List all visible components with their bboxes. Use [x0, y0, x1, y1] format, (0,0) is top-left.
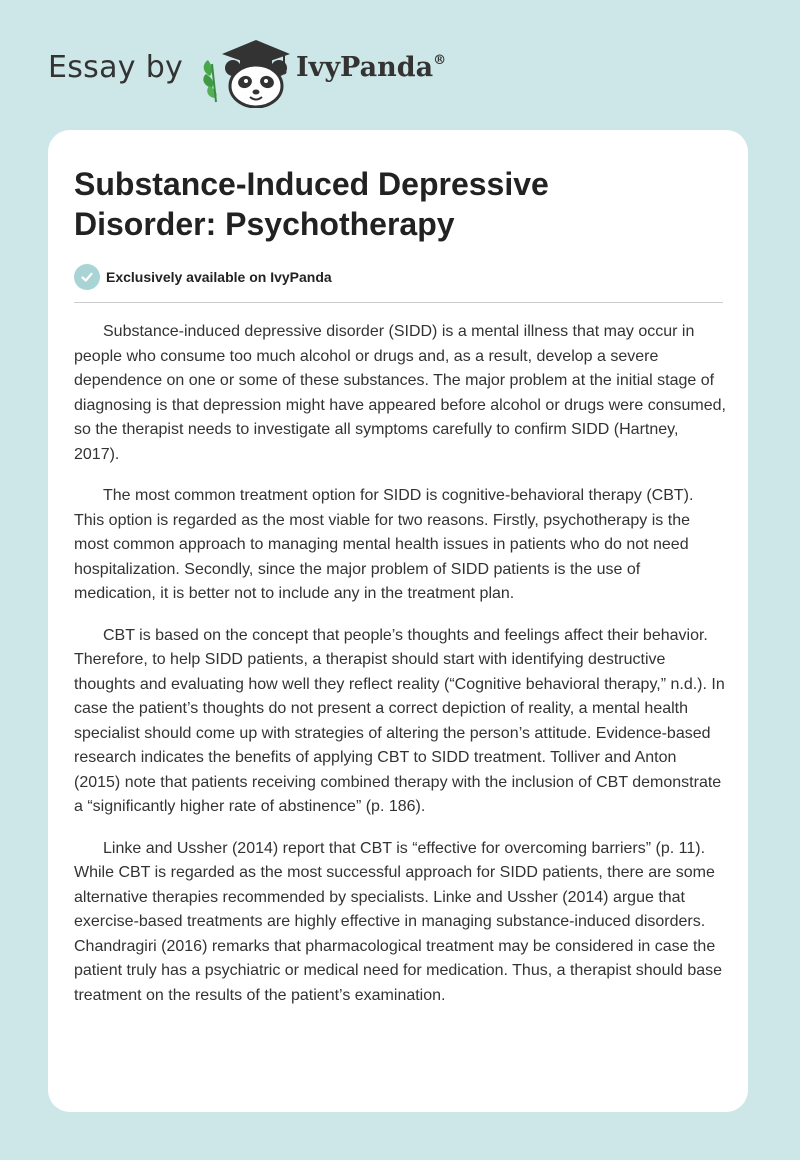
panda-logo-icon[interactable] [200, 36, 292, 108]
exclusive-badge [74, 264, 332, 290]
brand-name[interactable] [296, 52, 446, 83]
paragraph: Substance-induced depressive disorder (SIDD) is a mental illness that may occur in people who consume too much alcohol or drugs and, as a result, develop a severe dependence on one or some of these substances. The major problem at the initial stage of diagnosing is that depression might have appeared before alcohol or drugs were consumed, so the therapist needs to investigate all symptoms carefully to confirm SIDD (Hartney, 2017). [74, 323, 726, 463]
brand-name-text: IvyPanda [296, 52, 434, 83]
paragraph: The most common treatment option for SIDD is cognitive-behavioral therapy (CBT). This option is regarded as the most viable for two reasons. Firstly, psychotherapy is the most common approach to managing mental health issues in patients who do not need hospitalization. Secondly, since the major problem of SIDD patients is the use of medication, it is better not to include any in the treatment plan. [74, 487, 694, 602]
exclusive-label: Exclusively available on IvyPanda [106, 269, 332, 285]
paragraph: Linke and Ussher (2014) report that CBT is “effective for overcoming barriers” (p. 11). While CBT is regarded as the most successful approach for SIDD patients, there are some alternative therapies recommended by specialists. Linke and Ussher (2014) argue that exercise-based treatments are highly effective in managing substance-induced disorders. Chandragiri (2016) remarks that pharmacological treatment may be considered in case the patient truly has a psychiatric or medical need for medication. Thus, a therapist should base treatment on the results of the patient’s examination. [74, 839, 723, 1004]
essay-title: Substance-Induced Depressive Disorder: Psychotherapy [74, 166, 549, 242]
divider [74, 302, 723, 303]
essay-body [74, 320, 726, 1025]
paragraph: CBT is based on the concept that people’s thoughts and feelings affect their behavior. Therefore, to help SIDD patients, a therapist should start with identifying destructive thoughts and evaluating how well they reflect reality (“Cognitive behavioral therapy,” n.d.). In case the patient’s thoughts do not present a correct depiction of reality, a mental health specialist should come up with strategies of altering the person’s attitude. Evidence-based research indicates the benefits of applying CBT to SIDD treatment. Tolliver and Anton (2015) note that patients receiving combined therapy with the inclusion of CBT demonstrate a “significantly higher rate of abstinence” (p. 186). [74, 626, 725, 815]
essay-by-label: Essay by [48, 50, 184, 85]
site-header [48, 30, 508, 110]
check-icon [74, 264, 100, 290]
essay-card [48, 130, 748, 1112]
registered-mark: ® [433, 53, 447, 68]
